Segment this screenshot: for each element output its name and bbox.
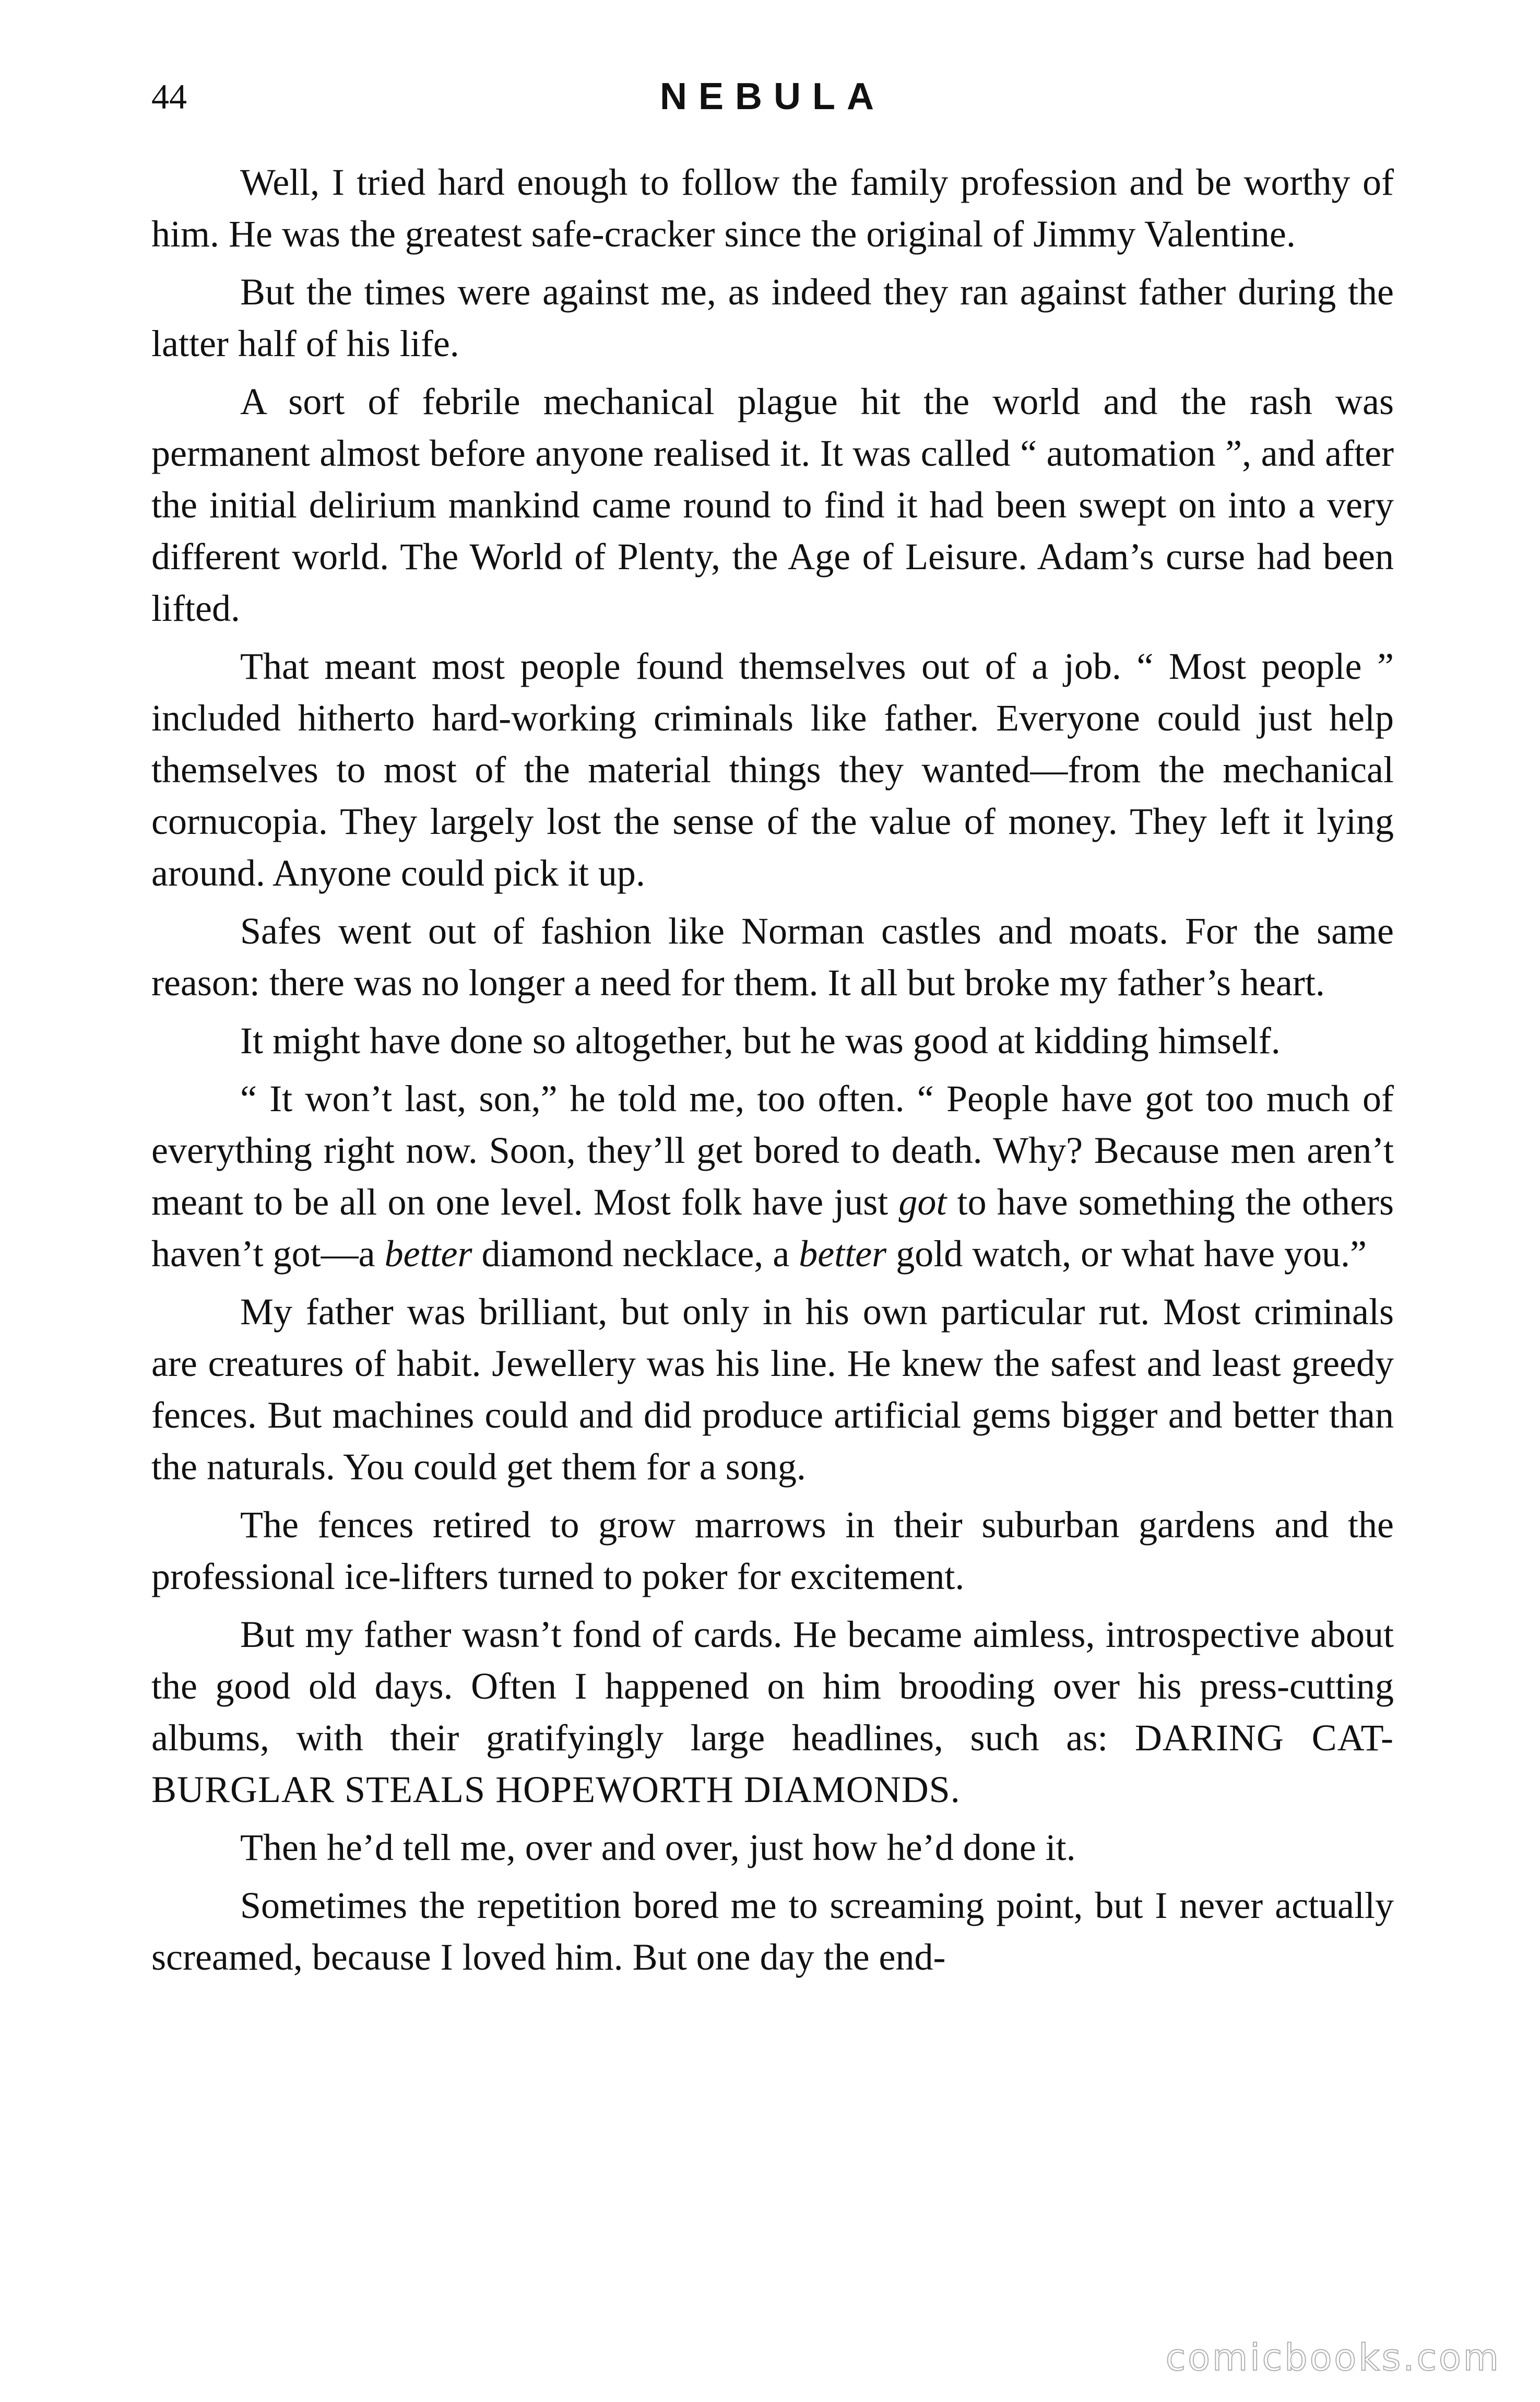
headline-lead-text: But my father wasn’t fond of cards. He became aimless, introspective about the good old days. Often I happened on him brooding over his press-cutting albums, with their gratifyingly large headlines, such as:	[151, 1614, 1394, 1759]
newspaper-headline: DARING CAT-BURGLAR STEALS HOPEWORTH DIAMONDS.	[151, 1717, 1394, 1810]
quote-emphasis-better-1: better	[384, 1233, 472, 1275]
body-text	[151, 157, 1394, 1983]
paragraph-1: Well, I tried hard enough to follow the family profession and be worthy of him. He was the greatest safe-cracker since the original of Jimmy Valentine.	[151, 161, 1394, 255]
paragraph-9: The fences retired to grow marrows in their suburban gardens and the professional ice-lifters turned to poker for excitement.	[151, 1504, 1394, 1597]
quote-emphasis-got: got	[898, 1181, 947, 1223]
paragraph-12: Sometimes the repetition bored me to screaming point, but I never actually screamed, because I loved him. But one day the end-	[151, 1885, 1394, 1978]
paragraph-11: Then he’d tell me, over and over, just how he’d done it.	[240, 1827, 1076, 1868]
quote-text-1: “ It won’t last, son,” he told me, too often. “ People have got too much of everything right now. Soon, they’ll get bored to death. Why? Because men aren’t meant to be all on one level. Most folk have just	[151, 1078, 1394, 1223]
quote-emphasis-better-2: better	[799, 1233, 887, 1275]
paragraph-4: That meant most people found themselves out of a job. “ Most people ” included hitherto hard-working criminals like father. Everyone could just help themselves to most of the material things they wanted—from the mechanical cornucopia. They largely lost the sense of the value of money. They left it lying around. Anyone could pick it up.	[151, 645, 1394, 894]
paragraph-2: But the times were against me, as indeed they ran against father during the latter half of his life.	[151, 271, 1394, 364]
quote-text-2: to have something the others haven’t got—a	[151, 1181, 1394, 1275]
paragraph-6: It might have done so altogether, but he was good at kidding himself.	[240, 1020, 1281, 1062]
page-number: 44	[151, 77, 187, 116]
quote-text-4: gold watch, or what have you.”	[886, 1233, 1367, 1275]
paragraph-8: My father was brilliant, but only in his own particular rut. Most criminals are creatures of habit. Jewellery was his line. He knew the safest and least greedy fences. But machines could and did produce artificial gems bigger and better than the naturals. You could get them for a song.	[151, 1291, 1394, 1488]
paragraph-7-quote	[151, 1073, 1394, 1280]
quote-text-3: diamond necklace, a	[472, 1233, 799, 1275]
paragraph-10-headline	[151, 1609, 1394, 1816]
page-header	[151, 73, 1394, 120]
running-title: NEBULA	[660, 76, 885, 117]
paragraph-3: A sort of febrile mechanical plague hit the world and the rash was permanent almost before anyone realised it. It was called “ automation ”, and after the initial delirium mankind came round to find it had been swept on into a very different world. The World of Plenty, the Age of Leisure. Adam’s curse had been lifted.	[151, 381, 1394, 629]
watermark-logo: comicbooks.com	[1165, 2336, 1501, 2379]
paragraph-5: Safes went out of fashion like Norman castles and moats. For the same reason: there was no longer a need for them. It all but broke my father’s heart.	[151, 910, 1394, 1004]
